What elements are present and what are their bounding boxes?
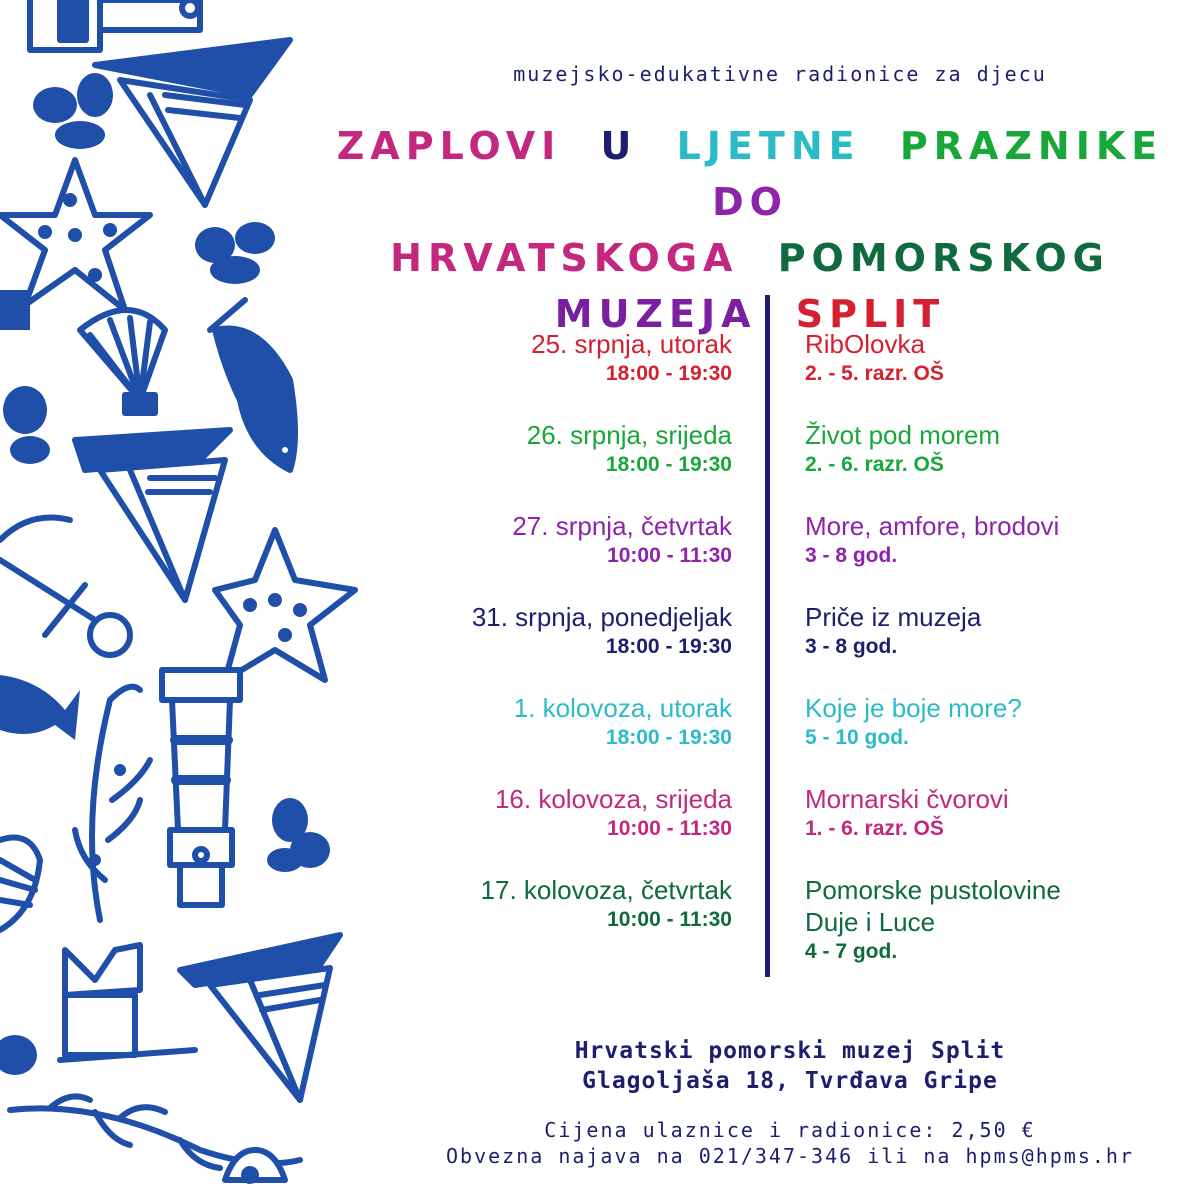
schedule-date-entry	[380, 692, 732, 783]
title-line-1	[300, 118, 1200, 230]
title-word: MUZEJA	[554, 292, 757, 336]
schedule-date-entry	[380, 328, 732, 419]
schedule-date-entry	[380, 419, 732, 510]
event-time: 10:00 - 11:30	[607, 817, 732, 840]
workshop-age: 3 - 8 god.	[805, 544, 898, 567]
museum-address: Glagoljaša 18, Tvrđava Gripe	[582, 1068, 998, 1094]
title-word: POMORSKOG	[777, 236, 1110, 280]
event-date: 16. kolovoza, srijeda	[494, 784, 732, 814]
fish-icon	[210, 300, 295, 470]
title-word: PRAZNIKE	[899, 124, 1164, 168]
event-time: 18:00 - 19:30	[605, 726, 732, 749]
title-line-2	[300, 230, 1200, 342]
title-word: ZAPLOVI	[336, 124, 562, 168]
schedule-date-entry	[380, 783, 732, 874]
title-word: HRVATSKOGA	[390, 236, 739, 280]
workshop-entry	[805, 419, 1185, 510]
schedule-date-entry	[380, 601, 732, 692]
lighthouse-icon	[225, 1150, 285, 1181]
schedule-divider	[765, 295, 770, 977]
event-time: 10:00 - 11:30	[607, 908, 732, 931]
sailboat-icon	[180, 935, 340, 1100]
workshop-age: 2. - 6. razr. OŠ	[805, 453, 944, 476]
event-subtitle: muzejsko-edukativne radionice za djecu	[513, 62, 1047, 86]
title-word: SPLIT	[795, 292, 946, 336]
lighthouse-icon	[162, 670, 240, 905]
event-date: 1. kolovoza, utorak	[513, 693, 732, 723]
event-date: 31. srpnja, ponedjeljak	[471, 602, 732, 632]
event-time: 18:00 - 19:30	[605, 362, 732, 385]
workshop-entry	[805, 328, 1185, 419]
event-time: 18:00 - 19:30	[605, 453, 732, 476]
fish-icon	[0, 675, 80, 740]
workshop-entry	[805, 874, 1185, 965]
title-word: U	[600, 124, 638, 168]
schedule-workshops	[805, 328, 1185, 965]
pebbles-icon	[33, 73, 113, 149]
workshop-title: More, amfore, brodovi	[805, 511, 1060, 541]
workshop-entry	[805, 601, 1185, 692]
museum-name: Hrvatski pomorski muzej Split	[574, 1038, 1006, 1064]
sailboat-icon	[75, 430, 230, 600]
anchor-icon	[0, 518, 130, 656]
workshop-age: 5 - 10 god.	[805, 726, 909, 749]
starfish-icon	[215, 530, 355, 680]
workshop-title: RibOlovka	[805, 329, 925, 359]
workshop-age: 2. - 5. razr. OŠ	[805, 362, 944, 385]
event-title	[300, 118, 1200, 342]
event-date: 25. srpnja, utorak	[531, 329, 732, 359]
workshop-age: 3 - 8 god.	[805, 635, 898, 658]
workshop-title: Koje je boje more?	[805, 693, 1022, 723]
workshop-title: Život pod morem	[805, 420, 1001, 450]
booking-notice: Obvezna najava na 021/347-346 ili na hpms@hpms.hr	[445, 1144, 1134, 1168]
event-time: 10:00 - 11:30	[607, 544, 732, 567]
ticket-price: Cijena ulaznice i radionice: 2,50 €	[544, 1118, 1036, 1142]
event-time: 18:00 - 19:30	[605, 635, 732, 658]
schedule-date-entry	[380, 510, 732, 601]
seaweed-icon	[75, 687, 150, 920]
event-date: 17. kolovoza, četvrtak	[480, 875, 732, 905]
workshop-title-line: Pomorske pustolovine	[805, 875, 1061, 905]
event-date: 27. srpnja, četvrtak	[512, 511, 732, 541]
title-word: DO	[712, 180, 788, 224]
pebbles-icon	[0, 290, 50, 464]
workshop-title-line: Duje i Luce	[805, 907, 936, 937]
shell-icon	[0, 838, 40, 931]
starfish-icon	[0, 160, 150, 310]
event-date: 26. srpnja, srijeda	[526, 420, 732, 450]
pebbles-icon	[267, 798, 330, 872]
workshop-entry	[805, 510, 1185, 601]
shell-icon	[80, 310, 165, 413]
workshop-entry	[805, 783, 1185, 874]
workshop-age: 1. - 6. razr. OŠ	[805, 817, 944, 840]
sailboat-icon	[95, 40, 290, 205]
schedule-dates	[380, 328, 732, 965]
workshop-age: 4 - 7 god.	[805, 940, 898, 963]
workshop-title: Priče iz muzeja	[805, 602, 982, 632]
schedule-date-entry	[380, 874, 732, 965]
workshop-entry	[805, 692, 1185, 783]
pebbles-icon	[195, 222, 275, 284]
workshop-title: Mornarski čvorovi	[805, 784, 1009, 814]
pebbles-icon	[0, 1035, 37, 1075]
title-word: LJETNE	[676, 124, 861, 168]
cannon-icon	[60, 945, 195, 1060]
tower-icon	[30, 0, 200, 50]
